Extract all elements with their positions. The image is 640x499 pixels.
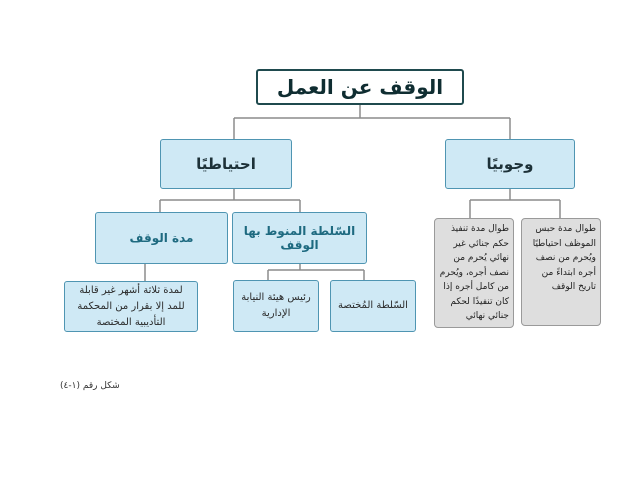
branch-authority: السّلطة المنوط بها الوقف [232, 212, 367, 264]
category-precautionary: احتياطيًا [160, 139, 292, 189]
mandatory-case-detention: طوال مدة حبس الموظف احتياطيًا ويُحرم من نصف أجره ابتداءً من تاريخ الوقف [521, 218, 601, 326]
mandatory-case-sentence: طوال مدة تنفيذ حكم جنائي غير نهائي يُحرم من نصف أجره، ويُحرم من كامل أجره إذا كان تنفيذًا لحكم جنائي نهائي [434, 218, 514, 328]
authority-competent: السّلطة المُختصة [330, 280, 416, 332]
authority-head: رئيس هيئة النيابة الإدارية [233, 280, 319, 332]
branch-duration: مدة الوقف [95, 212, 228, 264]
category-mandatory: وجوبيًا [445, 139, 575, 189]
diagram-title: الوقف عن العمل [256, 69, 464, 105]
duration-text: لمدة ثلاثة أشهر غير قابلة للمد إلا بقرار من المحكمة التأديبية المختصة [64, 281, 198, 332]
figure-caption: شكل رقم (١-٤) [60, 381, 120, 391]
